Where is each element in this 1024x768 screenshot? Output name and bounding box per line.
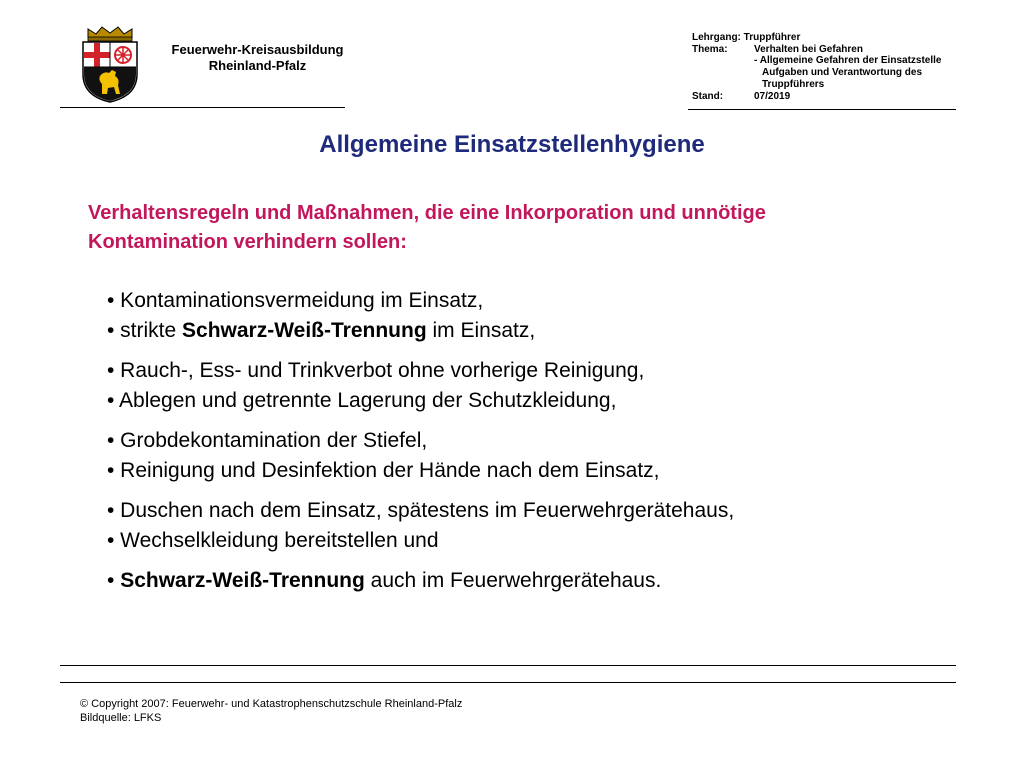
stand-value: 07/2019 — [754, 90, 791, 102]
intro-line1: Verhaltensregeln und Maßnahmen, die eine Inkorporation und unnötige — [88, 202, 766, 224]
footer — [80, 697, 462, 725]
intro-text — [88, 199, 988, 257]
list-item: • Ablegen und getrennte Lagerung der Schutzkleidung, — [107, 389, 617, 412]
image-source-text: Bildquelle: LFKS — [80, 712, 162, 724]
thema-value: Verhalten bei Gefahren — [754, 43, 863, 55]
slide-title: Allgemeine Einsatzstellenhygiene — [319, 131, 705, 158]
list-item: • Wechselkleidung bereitstellen und — [107, 529, 439, 552]
thema-line2: - Allgemeine Gefahren der Einsatzstelle — [754, 55, 942, 67]
header-rule-right — [688, 109, 956, 110]
footer-rule-top — [60, 665, 956, 666]
list-item: • strikte Schwarz-Weiß-Trennung im Einsatz, — [107, 319, 536, 342]
list-item: • Grobdekontamination der Stiefel, — [107, 429, 428, 452]
stand-row — [692, 91, 941, 103]
thema-line3: Aufgaben und Verantwortung des — [762, 67, 923, 79]
thema-line4: Truppführers — [762, 78, 825, 90]
copyright-text: © Copyright 2007: Feuerwehr- und Katastrophenschutzschule Rheinland-Pfalz — [80, 698, 463, 710]
thema-label: Thema: — [692, 43, 728, 55]
list-item: • Reinigung und Desinfektion der Hände nach dem Einsatz, — [107, 459, 660, 482]
lehrgang-value: Truppführer — [743, 32, 801, 43]
organization-name — [150, 42, 365, 74]
footer-rule-bottom — [60, 682, 956, 683]
list-item: • Rauch-, Ess- und Trinkverbot ohne vorherige Reinigung, — [107, 359, 645, 382]
intro-line2: Kontamination verhindern sollen: — [88, 231, 407, 253]
header-rule-left — [60, 107, 345, 108]
thema-row — [692, 44, 941, 56]
stand-label: Stand: — [692, 90, 724, 102]
list-item: • Kontaminationsvermeidung im Einsatz, — [107, 289, 484, 312]
rules-list — [107, 286, 734, 596]
organization-name-line1: Feuerwehr-Kreisausbildung — [171, 42, 344, 57]
lehrgang-label: Lehrgang: — [692, 32, 741, 43]
lehrgang-row — [692, 32, 941, 44]
rheinland-pfalz-coat-of-arms-icon — [78, 24, 142, 104]
list-item: • Duschen nach dem Einsatz, spätestens im Feuerwehrgerätehaus, — [107, 499, 735, 522]
organization-name-line2: Rheinland-Pfalz — [208, 58, 307, 73]
course-metadata — [692, 32, 941, 102]
list-item: • Schwarz-Weiß-Trennung auch im Feuerwehrgerätehaus. — [107, 569, 662, 592]
